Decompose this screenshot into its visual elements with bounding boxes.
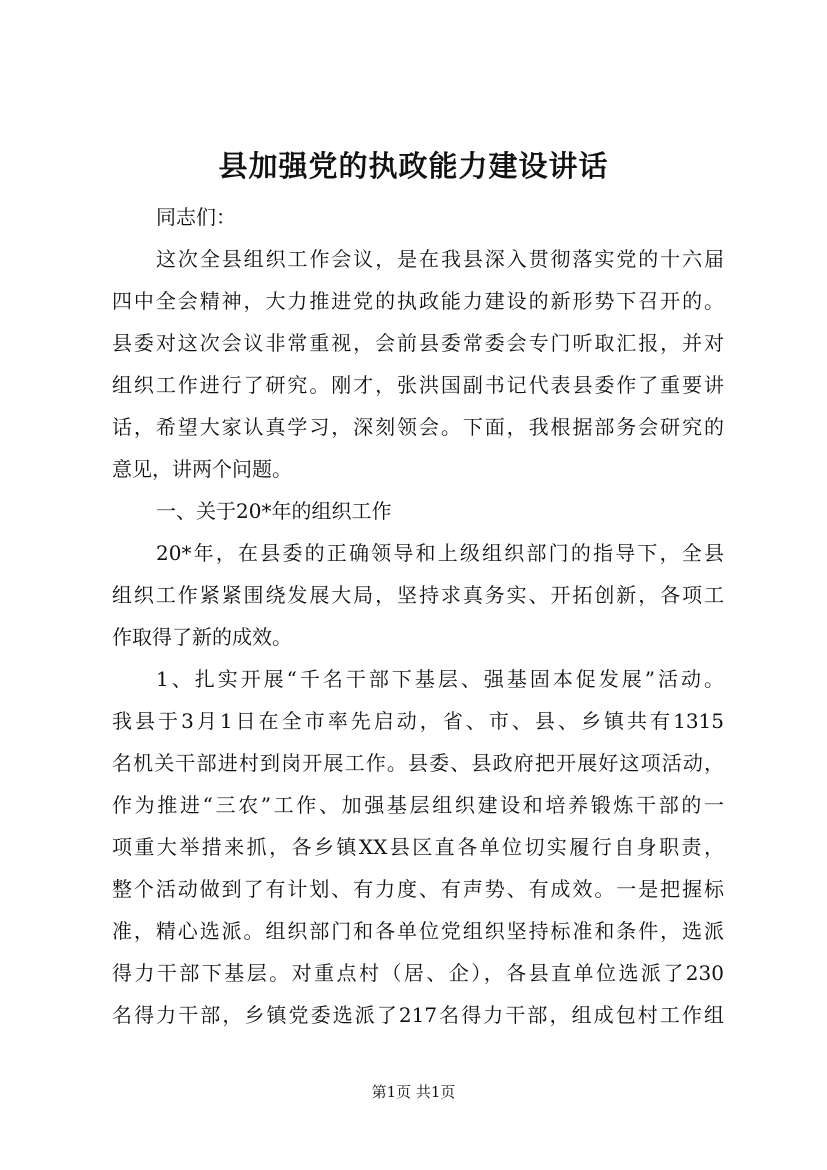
salutation-line: 同志们： <box>156 205 236 229</box>
paragraph-line: 组织工作进行了研究。刚才，张洪国副书记代表县委作了重要讲 <box>112 373 724 397</box>
paragraph-line: 意见，讲两个问题。 <box>112 457 292 481</box>
paragraph-line: 项重大举措来抓，各乡镇XX县区直各单位切实履行自身职责， <box>112 835 724 859</box>
paragraph-line: 四中全会精神，大力推进党的执政能力建设的新形势下召开的。 <box>112 289 724 313</box>
paragraph-line: 名机关干部进村到岗开展工作。县委、县政府把开展好这项活动， <box>112 751 724 775</box>
document-title: 县加强党的执政能力建设讲话 <box>218 149 609 183</box>
paragraph-line: 整个活动做到了有计划、有力度、有声势、有成效。一是把握标 <box>112 877 724 901</box>
paragraph-line: 县委对这次会议非常重视，会前县委常委会专门听取汇报，并对 <box>112 331 724 355</box>
paragraph-line: 话，希望大家认真学习，深刻领会。下面，我根据部务会研究的 <box>112 415 724 439</box>
paragraph-line: 作为推进“三农”工作、加强基层组织建设和培养锻炼干部的一 <box>112 793 724 817</box>
page-footer: 第1页 共1页 <box>371 1083 456 1101</box>
paragraph-line: 组织工作紧紧围绕发展大局，坚持求真务实、开拓创新，各项工 <box>112 583 724 607</box>
paragraph-line: 名得力干部，乡镇党委选派了217名得力干部，组成包村工作组 <box>112 1003 724 1027</box>
paragraph-line: 1、扎实开展“千名干部下基层、强基固本促发展”活动。 <box>156 667 724 691</box>
paragraph-line: 准，精心选派。组织部门和各单位党组织坚持标准和条件，选派 <box>112 919 724 943</box>
paragraph-line: 20*年，在县委的正确领导和上级组织部门的指导下，全县 <box>156 541 724 565</box>
section-heading: 一、关于20*年的组织工作 <box>156 499 392 523</box>
paragraph-line: 作取得了新的成效。 <box>112 625 292 649</box>
paragraph-line: 我县于3月1日在全市率先启动，省、市、县、乡镇共有1315 <box>112 709 724 733</box>
paragraph-line: 得力干部下基层。对重点村（居、企），各县直单位选派了230 <box>112 961 724 985</box>
document-body <box>112 196 724 1036</box>
paragraph-line: 这次全县组织工作会议，是在我县深入贯彻落实党的十六届 <box>156 247 724 271</box>
